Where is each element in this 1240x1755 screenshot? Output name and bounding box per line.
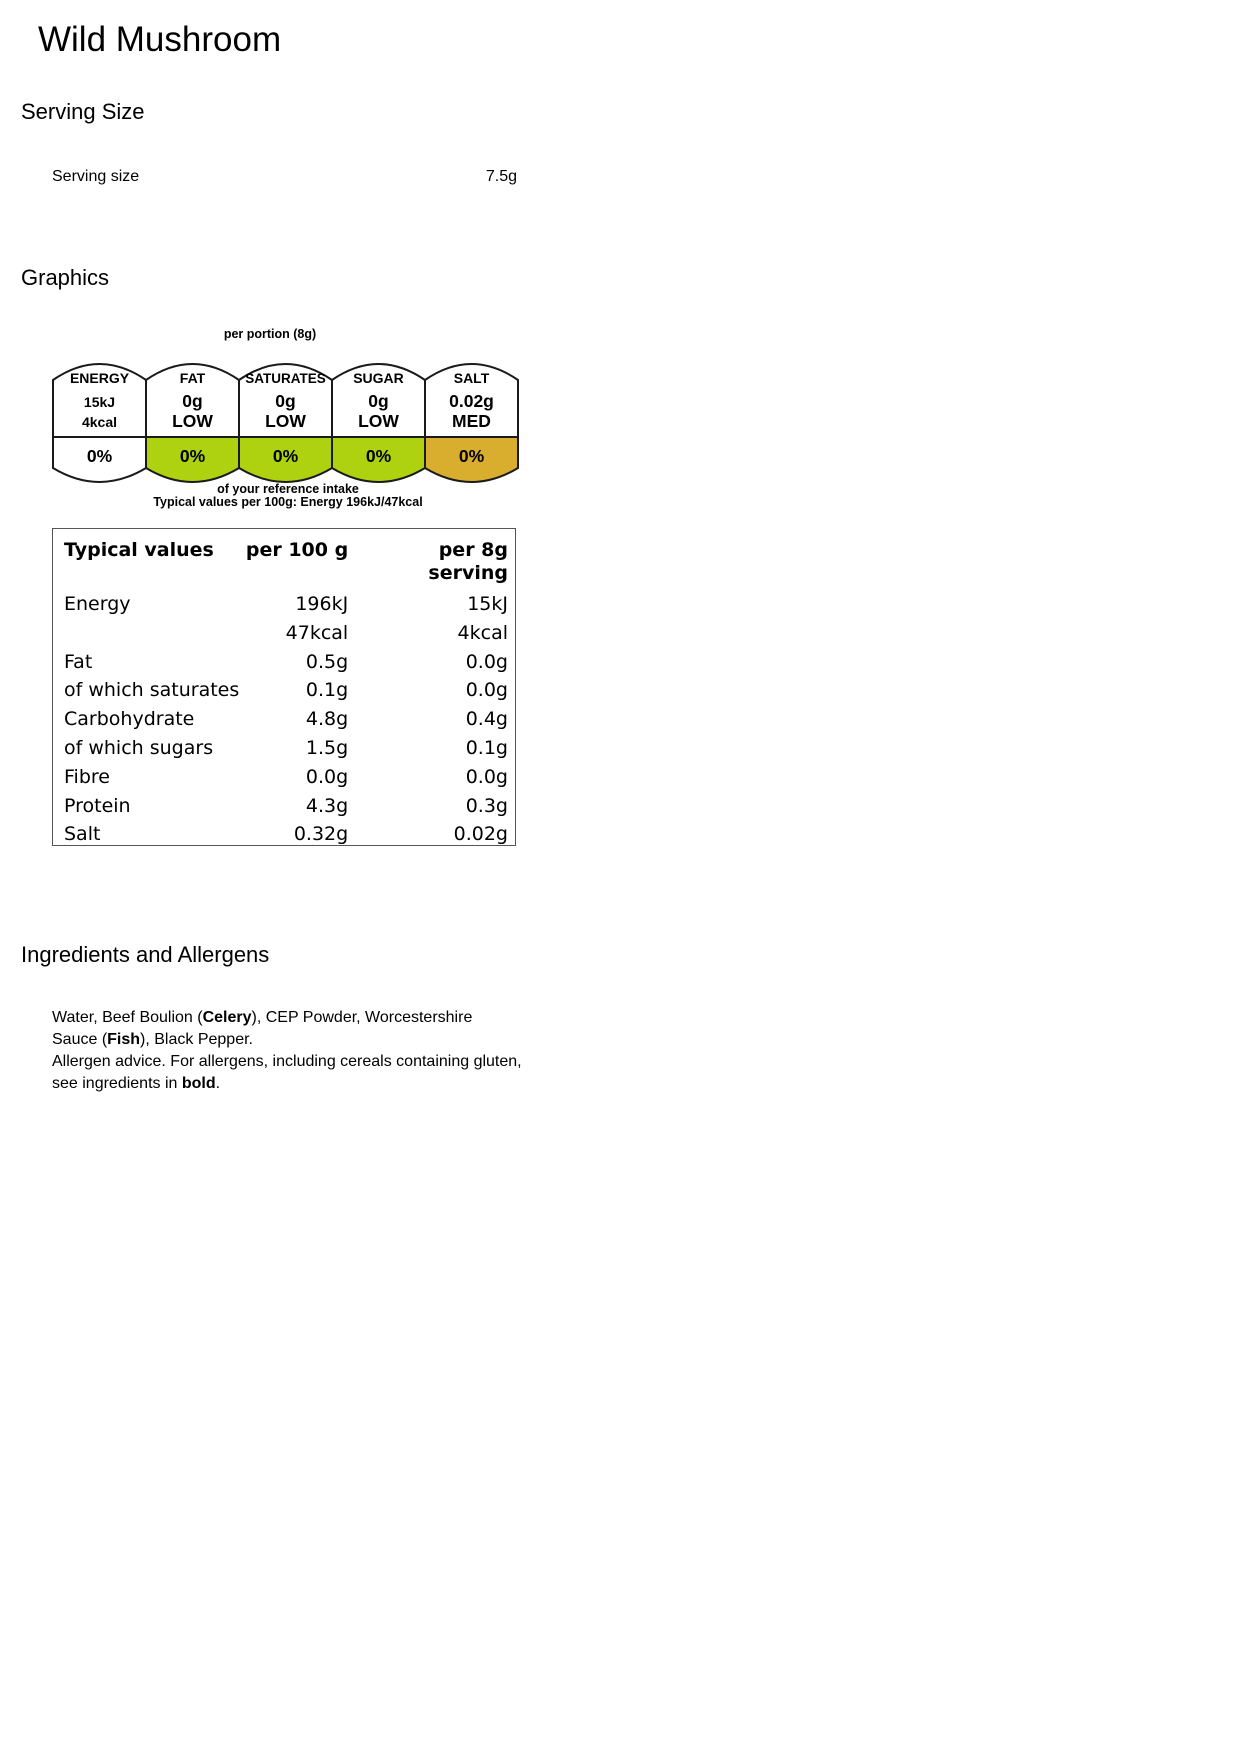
table-row [64, 679, 508, 708]
allergen-bold: bold [181, 1075, 216, 1092]
nutrient-name: Carbohydrate [64, 708, 195, 731]
serving-size-heading: Serving Size [21, 99, 145, 124]
table-row [64, 593, 508, 622]
value-per-serving: 15kJ [467, 593, 508, 615]
fop-item-saturates [239, 364, 332, 482]
value-per-100g: 0.1g [305, 679, 349, 702]
fop-level: LOW [172, 411, 213, 431]
value-per-100g: 1.5g [305, 736, 349, 759]
table-row [64, 651, 508, 680]
value-per-serving: 0.1g [465, 736, 508, 759]
fop-percent: 0% [458, 446, 485, 466]
value-per-100g: 0.0g [305, 765, 349, 788]
fop-item-sugar [332, 364, 425, 482]
fop-item-fat [146, 364, 239, 482]
front-of-pack-label [52, 326, 518, 512]
fop-nutrient-name: SUGAR [353, 370, 404, 386]
serving-size-label: Serving size [52, 168, 140, 185]
value-per-serving: 0.0g [465, 650, 508, 673]
fop-footer-reference: of your reference intake [217, 482, 359, 496]
fop-percent: 0% [86, 446, 113, 466]
fop-heading: per portion (8g) [223, 327, 317, 341]
fop-amount: 0.02g [449, 391, 494, 411]
nutrient-name: Salt [64, 823, 101, 846]
text-part: ), CEP Powder, Worcestershire Sauce ( [52, 1009, 473, 1048]
text-part: ), Black Pepper. [140, 1031, 253, 1048]
value-per-100g: 0.32g [293, 823, 349, 846]
header-typical-values: Typical values [64, 539, 214, 561]
nutrient-name: of which sugars [64, 736, 214, 759]
table-row [64, 795, 508, 824]
fop-nutrient-name: SATURATES [245, 371, 326, 386]
nutrient-name: Fibre [64, 765, 110, 788]
header-per-serving: per 8g serving [428, 539, 508, 584]
ingredients-block [52, 1007, 522, 1095]
text-part: Allergen advice. For allergens, including cereals containing gluten, see ingredients in [52, 1053, 522, 1092]
allergen-bold: Fish [107, 1031, 141, 1048]
ingredients-heading: Ingredients and Allergens [21, 942, 270, 967]
graphics-heading: Graphics [21, 265, 110, 290]
table-row [64, 622, 508, 651]
fop-item-salt [425, 364, 518, 482]
table-row [64, 708, 508, 737]
allergen-advice [52, 1051, 522, 1095]
fop-percent: 0% [365, 446, 392, 466]
fop-footer-typical: Typical values per 100g: Energy 196kJ/47kcal [153, 495, 423, 509]
fop-nutrient-name: ENERGY [69, 370, 130, 386]
value-per-100g: 47kcal [285, 621, 349, 644]
text-part: Water, Beef Boulion ( [52, 1009, 203, 1026]
value-per-100g: 0.5g [305, 650, 349, 673]
nutrient-name: Energy [64, 593, 131, 615]
table-row [64, 737, 508, 766]
value-per-serving: 0.0g [465, 765, 508, 788]
table-row [64, 823, 508, 852]
value-per-100g: 4.3g [305, 794, 349, 817]
nutrient-name: Protein [64, 794, 131, 817]
fop-amount: 0g [368, 391, 389, 411]
serving-size-value: 7.5g [485, 168, 517, 185]
fop-level: MED [452, 411, 491, 431]
text-part: . [215, 1075, 221, 1092]
nutrient-name: of which saturates [64, 679, 240, 702]
nutrient-name: Fat [64, 650, 93, 673]
fop-percent: 0% [272, 446, 299, 466]
value-per-serving: 0.4g [465, 708, 508, 731]
nutrition-table-box [52, 528, 516, 846]
fop-percent: 0% [179, 446, 206, 466]
fop-amount: 0g [275, 391, 296, 411]
fop-items [53, 364, 518, 482]
fop-nutrient-name: FAT [179, 370, 206, 386]
nutrient-name [64, 622, 240, 651]
fop-level: 4kcal [81, 414, 118, 430]
allergen-bold: Celery [202, 1009, 252, 1026]
header-per-100g: per 100 g [245, 539, 349, 561]
value-per-serving: 0.0g [465, 679, 508, 702]
ingredients-text [52, 1007, 522, 1051]
fop-amount: 0g [182, 391, 203, 411]
value-per-serving: 4kcal [457, 621, 508, 644]
nutrition-header-row [64, 539, 508, 593]
product-title: Wild Mushroom [38, 20, 282, 59]
table-row [64, 766, 508, 795]
fop-level: LOW [265, 411, 306, 431]
nutrition-table [64, 539, 508, 852]
value-per-serving: 0.02g [453, 823, 508, 846]
value-per-serving: 0.3g [465, 794, 508, 817]
fop-level: LOW [358, 411, 399, 431]
fop-nutrient-name: SALT [453, 370, 490, 386]
value-per-100g: 196kJ [295, 593, 349, 615]
value-per-100g: 4.8g [305, 708, 349, 731]
fop-amount: 15kJ [83, 394, 116, 410]
fop-item-energy [53, 364, 146, 482]
